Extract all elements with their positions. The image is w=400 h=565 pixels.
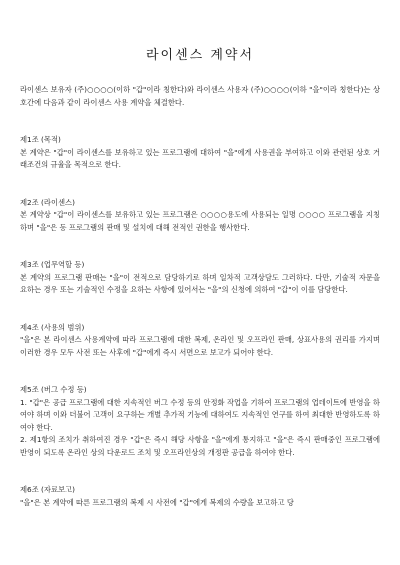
section-heading: 제5조 (버그 수정 등): [20, 385, 87, 394]
section-body: "을"은 본 라이센스 사용계약에 따라 프로그램에 대한 복제, 온라인 및 오프라인 판매, 상표사용의 권리를 가지며 이러한 경우 모두 사전 또는 사후에 "갑"에게 즉시 서면으로 보고가 되어야 한다.: [20, 335, 380, 357]
section-body: 본 계약은 "갑"이 라이센스를 보유하고 있는 프로그램에 대하여 "을"에게 사용권을 부여하고 이와 관련된 상호 거래조건의 규율을 목적으로 한다.: [20, 147, 380, 169]
section-body-item-1: 1. "갑"은 공급 프로그램에 대한 지속적인 버그 수정 등의 안정화 작업을 기하여 프로그램의 업데이트에 반영을 하여야 하며 이와 더불어 고객이 요구하는 개별 추가적 기능에 대하여도 지속적인 연구를 하여 최대한 반영하도록 하여야 한다.: [20, 397, 380, 432]
section-heading: 제2조 (라이센스): [20, 197, 75, 207]
section-4: [20, 322, 380, 360]
section-heading: 제3조 (업무역할 등): [20, 260, 85, 269]
section-2: [20, 197, 380, 235]
section-body: 본 계약의 프로그램 판매는 "을"이 전적으로 담당하기로 하며 일차적 고객상담도 그러하다. 다만, 기술적 자문을 요하는 경우 또는 기술적인 수정을 요하는 사항에 있어서는 "을"의 신청에 의하여 "갑"이 이를 담당한다.: [20, 272, 380, 294]
section-heading: 제1조 (목적): [20, 135, 61, 144]
section-body: "을"은 본 계약에 따른 프로그램의 복제 시 사전에 "갑"에게 복제의 수량을 보고하고 당: [20, 497, 294, 507]
section-body-item-2: 2. 제1항의 조치가 취하여진 경우 "갑"은 즉시 해당 사항을 "을"에게 통지하고 "을"은 즉시 판매중인 프로그램에 반영이 되도록 온라인 상의 다운로드 조치 및 오프라인상의 개정판 공급을 하여야 한다.: [20, 435, 380, 457]
section-body: 본 계약상 "갑"이 라이센스를 보유하고 있는 프로그램은 ○○○○용도에 사용되는 일명 ○○○○ 프로그램을 지칭하며 "을"은 동 프로그램의 판매 및 설치에 대해 전적인 권한을 행사한다.: [20, 210, 380, 232]
section-3: [20, 259, 380, 297]
section-6: [20, 484, 380, 509]
section-heading: 제4조 (사용의 범위): [20, 322, 85, 332]
intro-paragraph: 라이센스 보유자 (주)○○○○(이하 "갑"이라 칭한다)와 라이센스 사용자 (주)○○○○(이하 "을"이라 칭한다)는 상호간에 다음과 같이 라이센스 사용 계약을 체결한다.: [20, 85, 380, 107]
section-heading: 제6조 (자료보고): [20, 485, 75, 494]
section-5: [20, 384, 380, 459]
section-1: [20, 134, 380, 172]
document-title: 라이센스 계약서: [145, 48, 255, 63]
